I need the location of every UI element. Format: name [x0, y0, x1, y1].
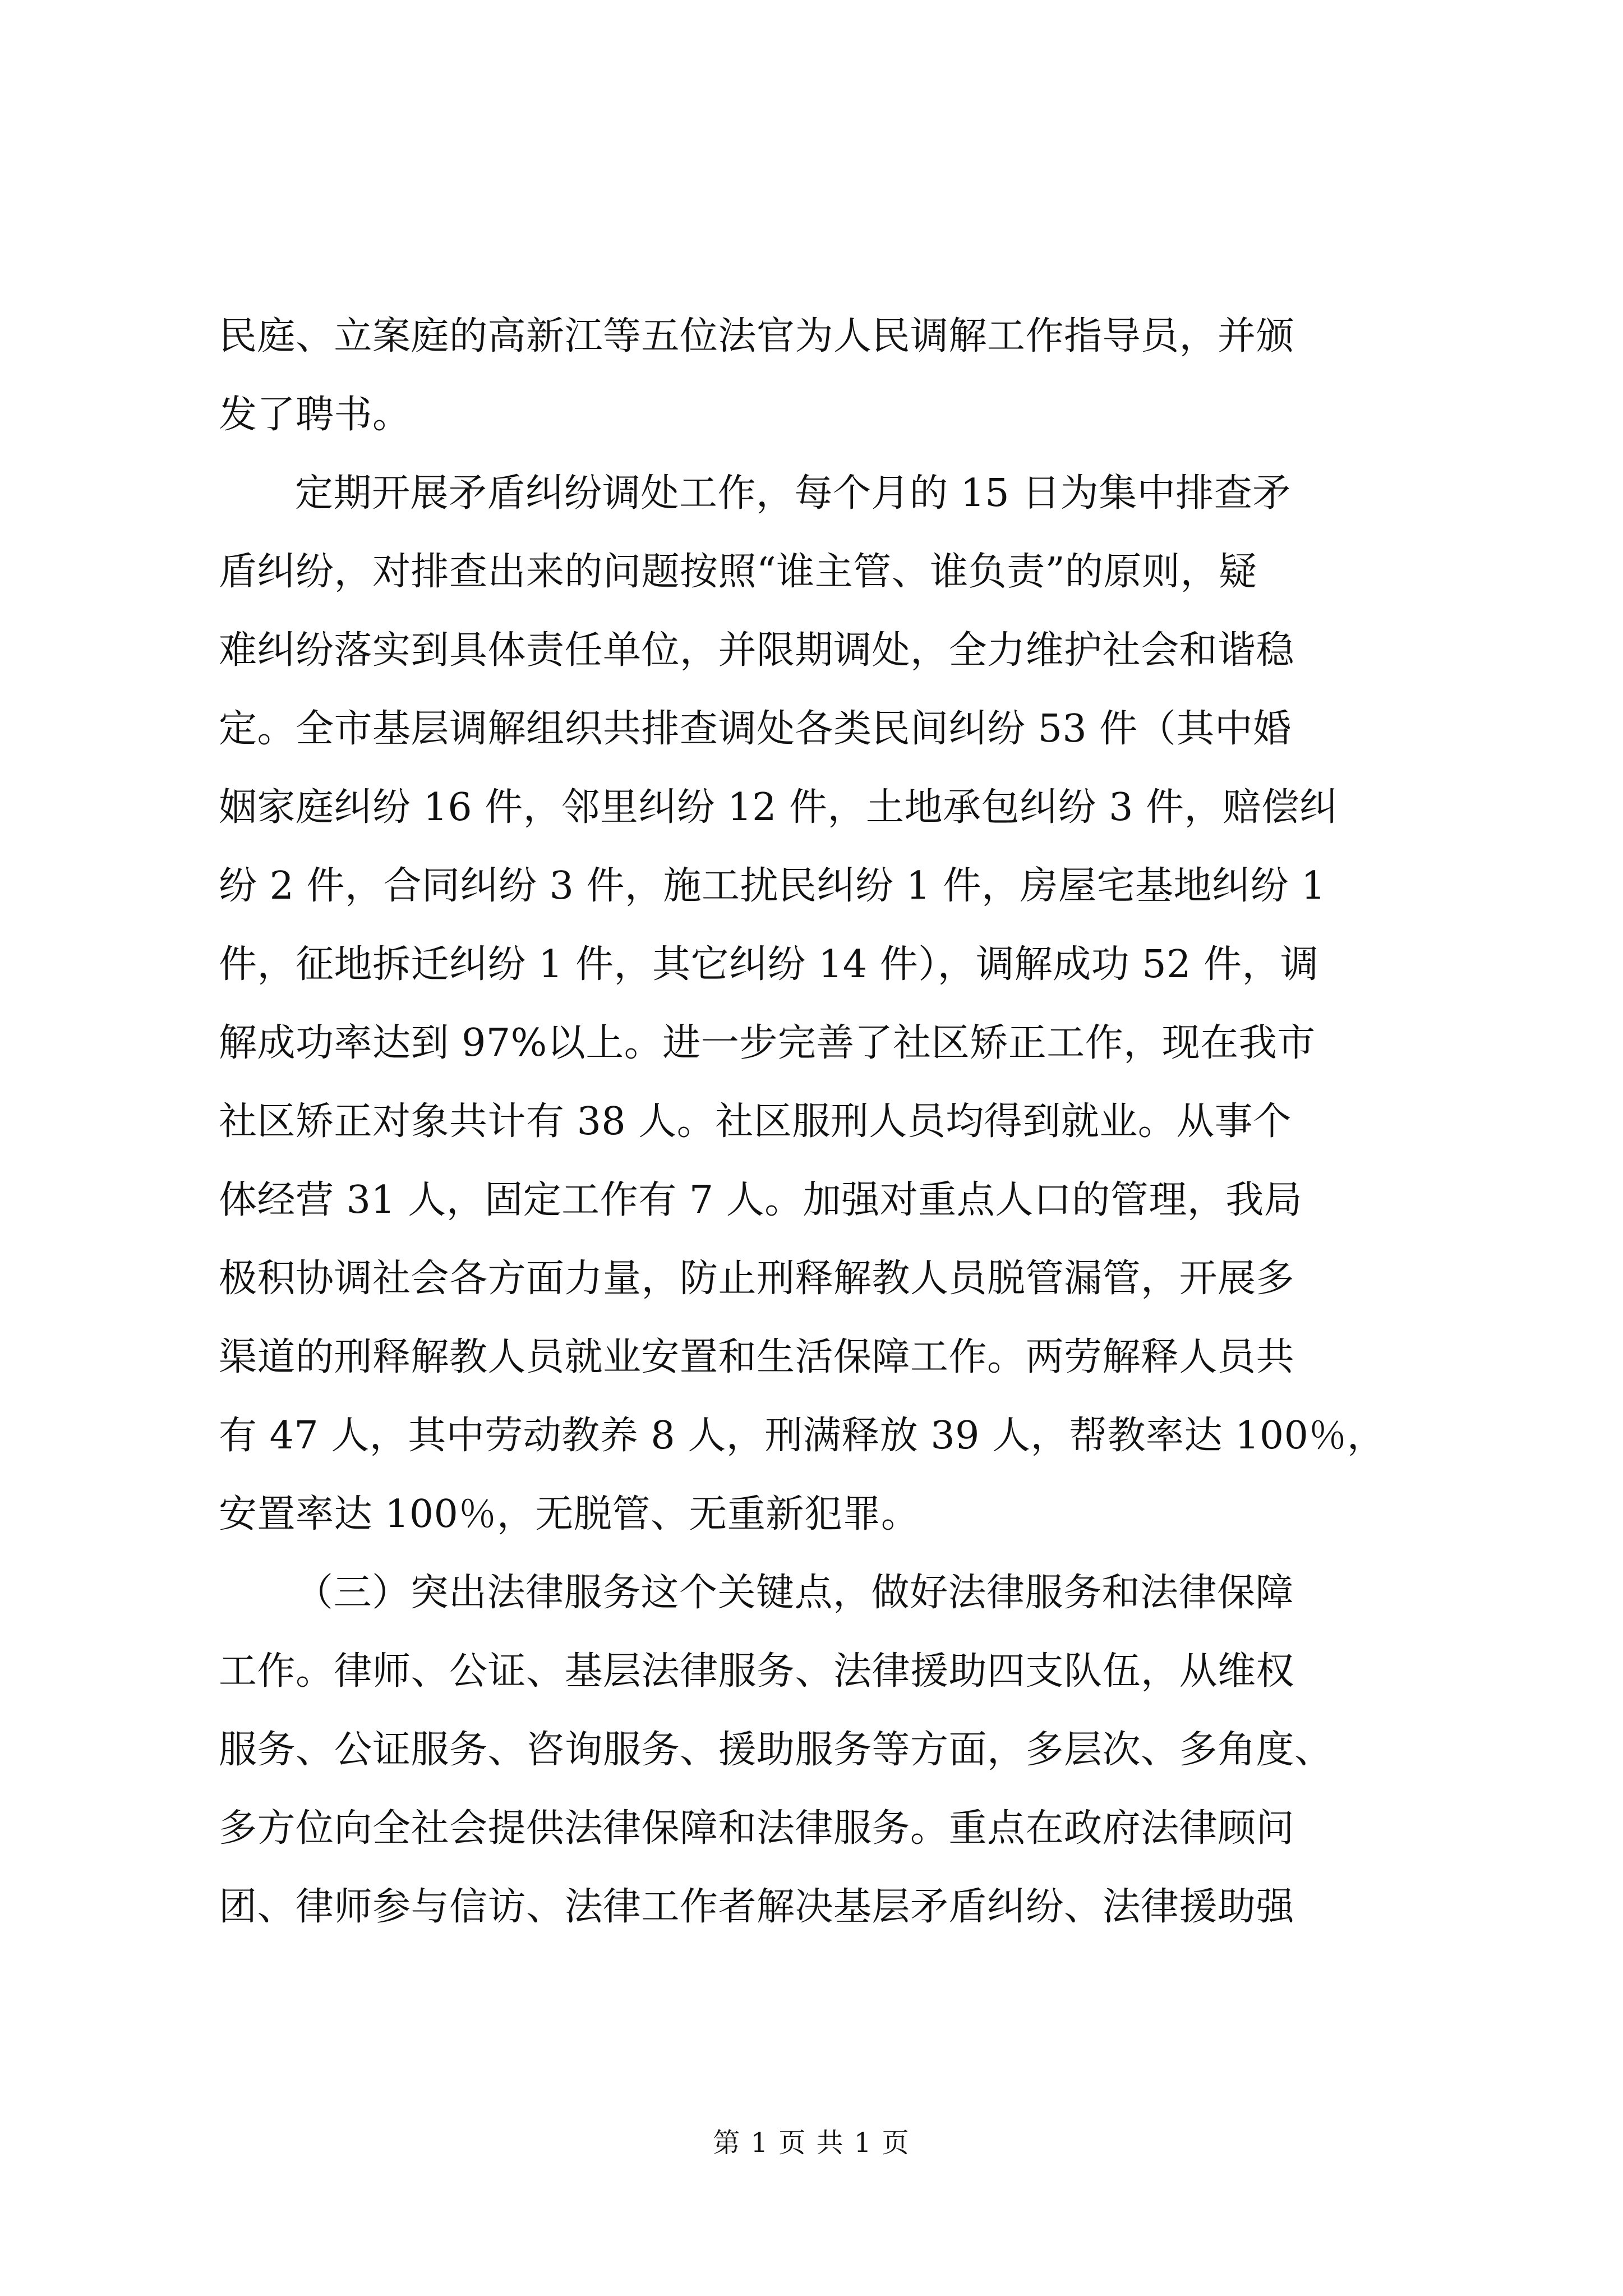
- body-line-10: 解成功率达到 97%以上。进一步完善了社区矫正工作，现在我市: [219, 1021, 1316, 1065]
- body-line-20: 多方位向全社会提供法律保障和法律服务。重点在政府法律顾问: [219, 1806, 1295, 1851]
- body-line-17: （三）突出法律服务这个关键点，做好法律服务和法律保障: [295, 1571, 1294, 1615]
- body-line-15: 有 47 人，其中劳动教养 8 人，刑满释放 39 人，帮教率达 100％，: [219, 1414, 1386, 1458]
- body-line-19: 服务、公证服务、咨询服务、援助服务等方面，多层次、多角度、: [219, 1728, 1333, 1772]
- body-line-21: 团、律师参与信访、法律工作者解决基层矛盾纠纷、法律援助强: [219, 1885, 1295, 1929]
- body-line-14: 渠道的刑释解教人员就业安置和生活保障工作。两劳解释人员共: [219, 1335, 1295, 1379]
- body-line-16: 安置率达 100％，无脱管、无重新犯罪。: [219, 1492, 920, 1536]
- body-line-6: 定。全市基层调解组织共排查调处各类民间纠纷 53 件（其中婚: [219, 707, 1292, 751]
- body-line-12: 体经营 31 人，固定工作有 7 人。加强对重点人口的管理，我局: [219, 1178, 1303, 1222]
- body-line-11: 社区矫正对象共计有 38 人。社区服刑人员均得到就业。从事个: [219, 1099, 1292, 1144]
- body-line-8: 纷 2 件，合同纠纷 3 件，施工扰民纠纷 1 件，房屋宅基地纠纷 1: [219, 864, 1326, 908]
- body-line-4: 盾纠纷，对排查出来的问题按照“谁主管、谁负责”的原则，疑: [219, 550, 1257, 594]
- body-line-2: 发了聘书。: [219, 393, 411, 437]
- body-line-9: 件，征地拆迁纠纷 1 件，其它纠纷 14 件），调解成功 52 件，调: [219, 942, 1319, 987]
- document-body: [219, 297, 1430, 1947]
- body-line-7: 姻家庭纠纷 16 件，邻里纠纷 12 件，土地承包纠纷 3 件，赔偿纠: [219, 785, 1338, 830]
- body-line-5: 难纠纷落实到具体责任单位，并限期调处，全力维护社会和谐稳: [219, 628, 1295, 673]
- body-line-18: 工作。律师、公证、基层法律服务、法律援助四支队伍，从维权: [219, 1649, 1295, 1694]
- page-footer: 第 1 页 共 1 页: [713, 2127, 910, 2159]
- body-line-1: 民庭、立案庭的高新江等五位法官为人民调解工作指导员，并颁: [219, 314, 1295, 358]
- body-line-3: 定期开展矛盾纠纷调处工作，每个月的 15 日为集中排查矛: [295, 471, 1291, 516]
- body-line-13: 极积协调社会各方面力量，防止刑释解教人员脱管漏管，开展多: [219, 1257, 1295, 1301]
